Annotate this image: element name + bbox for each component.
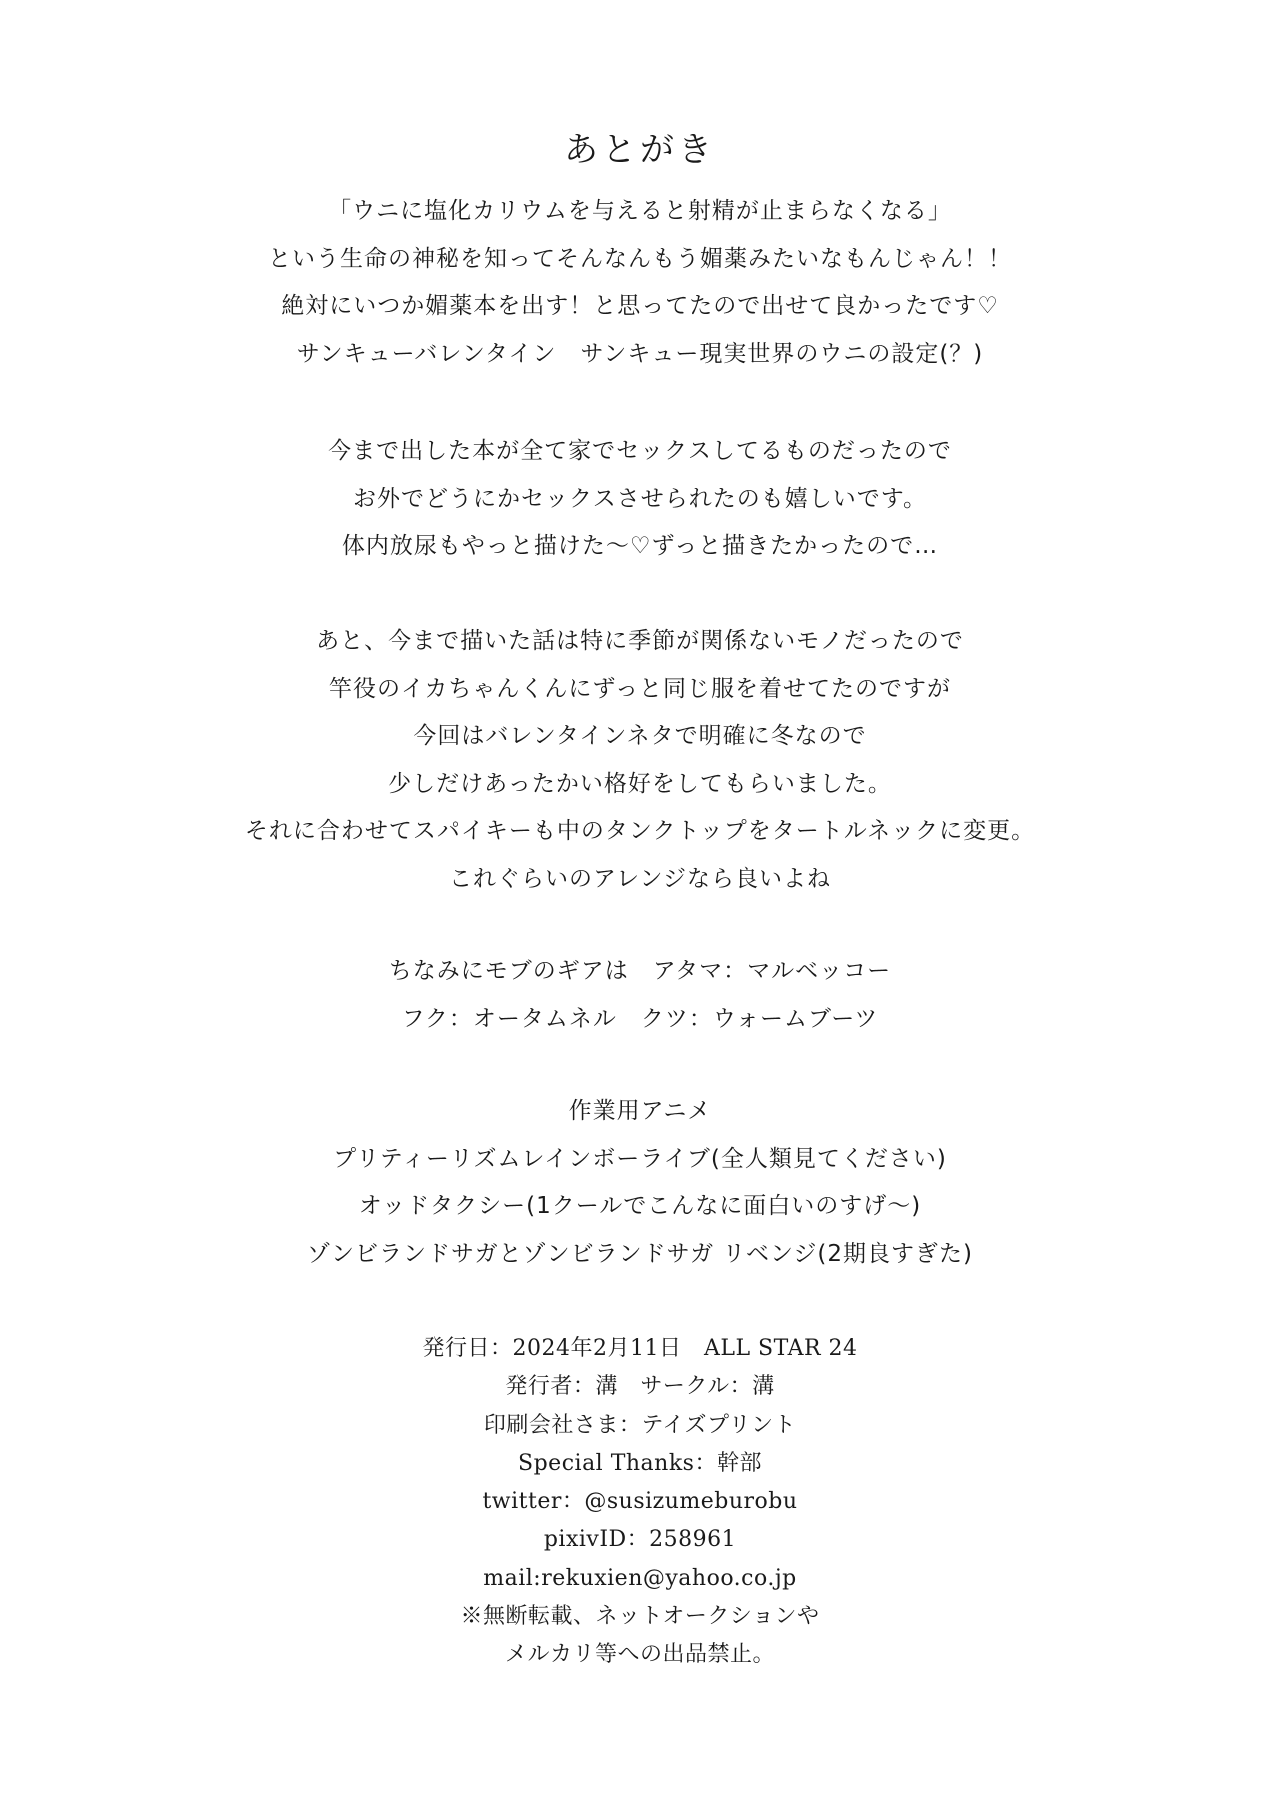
twitter-handle: twitter：@susizumeburobu: [482, 1489, 798, 1515]
mail-address: mail:rekuxien@yahoo.co.jp: [483, 1565, 797, 1591]
text-line: ゾンビランドサガとゾンビランドサガ リベンジ(2期良すぎた): [307, 1240, 973, 1267]
page-title: あとがき: [564, 130, 716, 170]
text-line: という生命の神秘を知ってそんなんもう媚薬みたいなもんじゃん！！: [268, 245, 1012, 272]
text-line: お外でどうにかセックスさせられたのも嬉しいです。: [353, 485, 927, 512]
notice-line: ※無断転載、ネットオークションや: [460, 1604, 820, 1630]
text-line: ちなみにモブのギアは アタマ：マルベッコー: [388, 958, 892, 984]
text-line: これぐらいのアレンジなら良いよね: [449, 865, 831, 892]
text-line: フク：オータムネル クツ：ウォームブーツ: [401, 1005, 879, 1032]
text-line: 竿役のイカちゃんくんにずっと同じ服を着せてたのですが: [329, 675, 951, 702]
paragraph-5: [0, 1088, 1280, 1278]
text-line: 今まで出した本が全て家でセックスしてるものだったので: [328, 438, 952, 464]
text-line: オッドタクシー(1クールでこんなに面白いのすげ～): [358, 1193, 922, 1219]
paragraph-1: [0, 188, 1280, 378]
text-line: 少しだけあったかい格好をしてもらいました。: [388, 770, 892, 797]
text-line: 絶対にいつか媚薬本を出す！と思ってたので出せて良かったです♡: [281, 293, 999, 319]
colophon: [0, 1330, 1280, 1675]
paragraph-3: [0, 618, 1280, 903]
publisher: 発行者：溝 サークル：溝: [505, 1374, 775, 1400]
text-line: プリティーリズムレインボーライブ(全人類見てください): [333, 1145, 947, 1172]
text-line: 体内放尿もやっと描けた～♡ずっと描きたかったので…: [341, 533, 939, 559]
paragraph-2: [0, 428, 1280, 571]
text-line: それに合わせてスパイキーも中のタンクトップをタートルネックに変更。: [244, 818, 1036, 844]
publish-date: 発行日：2024年2月11日 ALL STAR 24: [422, 1336, 858, 1361]
special-thanks: Special Thanks：幹部: [518, 1450, 762, 1476]
notice-line: メルカリ等への出品禁止。: [504, 1642, 775, 1668]
text-line: 「ウニに塩化カリウムを与えると射精が止まらなくなる」: [328, 198, 952, 224]
text-line: あと、今まで描いた話は特に季節が関係ないモノだったので: [316, 628, 964, 654]
text-line: 作業用アニメ: [568, 1098, 712, 1124]
text-line: 今回はバレンタインネタで明確に冬なので: [413, 723, 867, 749]
printer: 印刷会社さま：テイズプリント: [483, 1412, 797, 1438]
pixiv-id: pixivID：258961: [543, 1527, 737, 1553]
text-line: サンキューバレンタイン サンキュー現実世界のウニの設定(？): [296, 340, 984, 367]
paragraph-4: [0, 948, 1280, 1043]
